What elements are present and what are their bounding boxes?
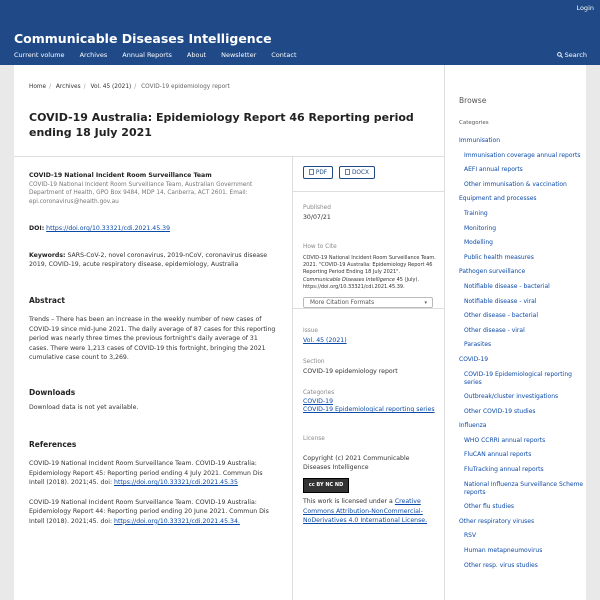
author-affiliation: COVID-19 National Incident Room Surveillance Team, Australian Government Department of Health, GPO Box 9484, MDP 14, Canberra, ACT 2601. Email: epi.coronavirus@health.gov.au [29, 181, 253, 205]
breadcrumb-home[interactable]: Home [29, 84, 47, 90]
reference-text: COVID-19 National Incident Room Surveillance Team. COVID-19 Australia: Epidemiology Report 45: Reporting period ending 4 July 2021. Commun Dis Intell (2018). 2021;45. doi: [29, 460, 263, 486]
sidebar-category-item[interactable]: Other immunisation & vaccination [464, 180, 567, 188]
sidebar-category-item[interactable]: Modelling [464, 239, 493, 247]
sidebar-category-item[interactable]: Pathogen surveillance [459, 268, 526, 276]
article-main [14, 65, 445, 600]
sidebar-category-item[interactable]: Immunisation coverage annual reports [464, 151, 581, 159]
references-heading: References [29, 439, 77, 449]
nav-archives[interactable]: Archives [79, 51, 108, 59]
cite-label: How to Cite [303, 244, 337, 250]
browse-heading: Browse [459, 96, 487, 105]
sidebar-category-item[interactable]: COVID-19 Epidemiological reporting series [464, 370, 572, 386]
abstract-text: Trends – There has been an increase in the weekly number of new cases of COVID-19 since mid-June 2021. The daily average of 87 cases for this reporting period was nearly three times the previous fortnight's daily average of 31 cases. There were 1,213 cases of COVID-19 this fortnight, bringing the 2021 cumulative case count to 3,269. [29, 316, 276, 361]
issue-link[interactable]: Vol. 45 (2021) [303, 337, 347, 345]
main-nav [14, 51, 297, 59]
sidebar [445, 65, 586, 600]
sidebar-category-item[interactable]: Other COVID-19 studies [464, 407, 536, 415]
sidebar-category-item[interactable]: Notifiable disease - viral [464, 297, 537, 305]
keywords-row [29, 251, 279, 270]
downloads-text: Download data is not yet available. [29, 404, 139, 411]
article-title: COVID-19 Australia: Epidemiology Report 46 Reporting period ending 18 July 2021 [29, 111, 414, 139]
breadcrumb: Home / Archives / Vol. 45 (2021) / COVID-19 epidemiology report [29, 84, 230, 90]
sidebar-category-item[interactable]: Influenza [459, 422, 487, 430]
sidebar-category-item[interactable]: National Influenza Surveillance Scheme reports [464, 480, 584, 496]
chevron-down-icon: ▾ [424, 300, 427, 307]
license-link[interactable]: Creative Commons Attribution-NonCommercial-NoDerivatives 4.0 International License. [303, 498, 428, 525]
reference-item [29, 459, 279, 488]
copyright-text: Copyright (c) 2021 Communicable Diseases Intelligence [303, 455, 410, 472]
category-link[interactable]: COVID-19 Epidemiological reporting series [303, 406, 435, 414]
sidebar-category-item[interactable]: RSV [464, 532, 477, 540]
docx-button[interactable] [339, 166, 375, 179]
doi-link[interactable]: https://doi.org/10.33321/cdi.2021.45.39 [46, 225, 171, 232]
breadcrumb-current: COVID-19 epidemiology report [141, 84, 230, 90]
category-link[interactable]: COVID-19 [303, 398, 334, 406]
author-name: COVID-19 National Incident Room Surveillance Team [29, 172, 212, 179]
sidebar-category-item[interactable]: AEFI annual reports [464, 166, 523, 174]
file-icon [345, 169, 350, 175]
citation-format-label: More Citation Formats [310, 300, 375, 307]
site-header [0, 0, 600, 65]
citation-text [303, 255, 438, 291]
nav-contact[interactable]: Contact [271, 51, 297, 59]
keywords-value: SARS-CoV-2, novel coronavirus, 2019-nCoV, coronavirus disease 2019, COVID-19, acute respiratory disease, epidemiology, Australia [29, 251, 268, 268]
published-date: 30/07/21 [303, 214, 331, 221]
citation-main: COVID-19 National Incident Room Surveillance Team. 2021. "COVID-19 Australia: Epidemiology Report 46 Reporting Period Ending 18 July 2021". [303, 255, 436, 276]
license-label: License [303, 436, 325, 443]
breadcrumb-archives[interactable]: Archives [55, 84, 81, 90]
doi-row [29, 224, 279, 234]
search-icon [557, 52, 563, 58]
license-text: This work is licensed under a [303, 498, 393, 506]
nav-current-volume[interactable]: Current volume [14, 51, 65, 59]
issue-label: Issue [303, 328, 318, 335]
sidebar-category-item[interactable]: Training [464, 209, 488, 217]
site-title[interactable]: Communicable Diseases Intelligence [14, 31, 272, 46]
downloads-heading: Downloads [29, 387, 76, 397]
sidebar-category-item[interactable]: Other disease - bacterial [464, 312, 539, 320]
sidebar-category-item[interactable]: Public health measures [464, 253, 534, 261]
categories-heading: Categories [459, 120, 489, 126]
pdf-button[interactable] [303, 166, 333, 179]
doi-label: DOI: [29, 225, 45, 232]
reference-text: COVID-19 National Incident Room Surveillance Team. COVID-19 Australia: Epidemiology Report 44: Reporting period ending 20 June 2021. Commun Dis Intell (2018). 2021;45. doi: [29, 498, 269, 525]
reference-link[interactable]: https://doi.org/10.33321/cdi.2021.45.34. [114, 517, 240, 525]
reference-item [29, 498, 279, 527]
published-label: Published [303, 205, 331, 211]
search-link[interactable] [557, 51, 587, 59]
category-list [459, 137, 584, 576]
sidebar-category-item[interactable]: Other flu studies [464, 503, 515, 511]
license-notice [303, 497, 433, 526]
pdf-label: PDF [315, 170, 328, 176]
sidebar-category-item[interactable]: WHO CCRRI annual reports [464, 436, 546, 444]
sidebar-category-item[interactable]: Notifiable disease - bacterial [464, 282, 550, 290]
file-icon [309, 169, 314, 175]
breadcrumb-issue[interactable]: Vol. 45 (2021) [90, 84, 132, 90]
nav-annual-reports[interactable]: Annual Reports [122, 51, 172, 59]
sidebar-category-item[interactable]: Other disease - viral [464, 326, 525, 334]
galley-links [303, 166, 438, 179]
keywords-label: Keywords: [29, 251, 66, 259]
article-details [303, 156, 438, 526]
column-divider [292, 156, 293, 600]
sidebar-category-item[interactable]: Parasites [464, 341, 492, 349]
sidebar-category-item[interactable]: Human metapneumovirus [464, 547, 543, 555]
nav-about[interactable]: About [186, 51, 207, 59]
cc-license-badge[interactable] [303, 478, 438, 493]
citation-tail: 45 (July). https://doi.org/10.33321/cdi.2021.45.39. [303, 276, 420, 290]
section-label: Section [303, 359, 325, 366]
section-value: COVID-19 epidemiology report [303, 368, 398, 376]
categories-label: Categories [303, 390, 335, 397]
citation-journal: Communicable Diseases Intelligence [303, 276, 396, 283]
login-link[interactable]: Login [576, 4, 594, 12]
cc-badge: cc BY NC ND [303, 478, 349, 493]
sidebar-category-item[interactable]: Immunisation [459, 137, 501, 144]
article-body [29, 171, 279, 526]
sidebar-category-item[interactable]: FluCAN annual reports [464, 451, 532, 459]
sidebar-category-item[interactable]: Other respiratory viruses [459, 517, 535, 525]
reference-link[interactable]: https://doi.org/10.33321/cdi.2021.45.35 [114, 479, 238, 486]
abstract-heading: Abstract [29, 295, 66, 305]
sidebar-category-item[interactable]: Other resp. virus studies [464, 561, 538, 569]
docx-label: DOCX [351, 170, 369, 176]
nav-newsletter[interactable]: Newsletter [221, 51, 257, 59]
page-content [14, 65, 586, 600]
sidebar-category-item[interactable]: Equipment and processes [459, 195, 537, 203]
search-label: Search [564, 51, 587, 59]
sidebar-category-item[interactable]: Outbreak/cluster investigations [464, 393, 559, 401]
sidebar-category-item[interactable]: Monitoring [464, 224, 497, 232]
citation-format-select[interactable] [303, 297, 433, 308]
sidebar-category-item[interactable]: COVID-19 [459, 355, 489, 363]
sidebar-category-item[interactable]: FluTracking annual reports [464, 466, 544, 474]
